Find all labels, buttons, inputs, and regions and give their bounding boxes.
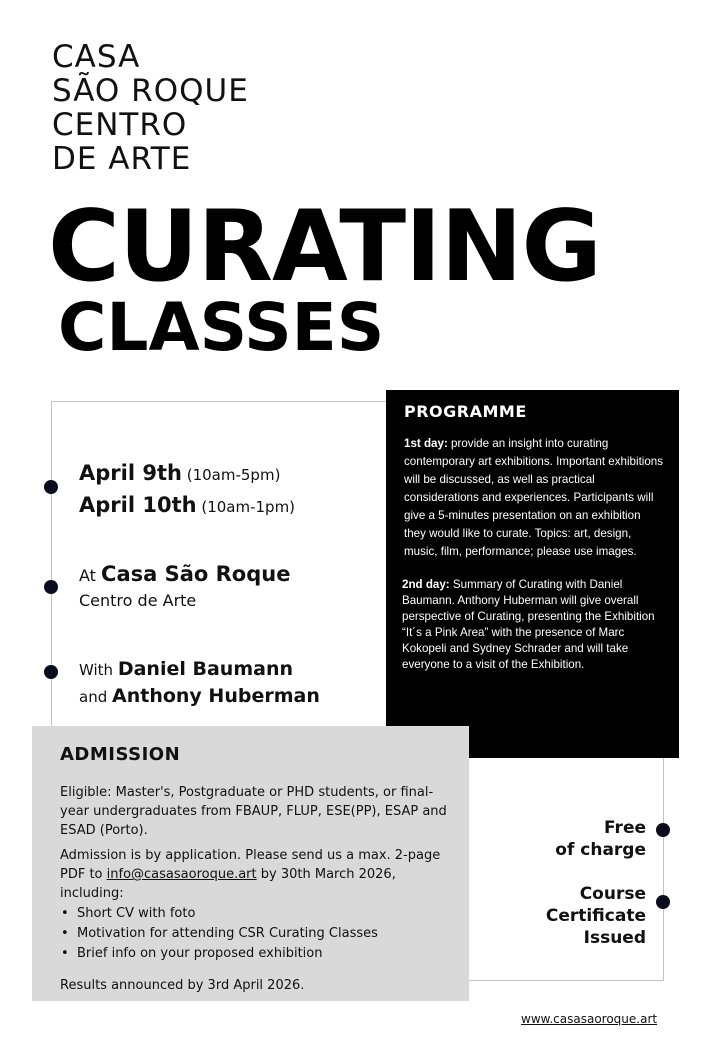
lecturer-name: Anthony Huberman — [112, 685, 320, 707]
timeline-dot — [44, 665, 58, 679]
day2-time: (10am-1pm) — [201, 498, 296, 516]
list-item: • Brief info on your proposed exhibition — [60, 944, 449, 964]
programme-day2-text: Summary of Curating with Daniel Baumann. Anthony Huberman will give overall perspective of Curating, presenting the Exhibition “It´s a Pink Area” with the presence of Marc Kokopeli and Sydney Schrader and will take everyone to a visit of the Exhibition. — [402, 578, 655, 671]
logo-line: CASA — [52, 39, 141, 75]
headline-curating: CURATING — [48, 190, 601, 304]
day1-date: April 9th — [79, 461, 182, 485]
programme-day1 — [404, 435, 665, 561]
admission-results: Results announced by 3rd April 2026. — [60, 978, 305, 993]
timeline-dot — [44, 580, 58, 594]
free-of-charge — [555, 817, 646, 861]
logo-line: CENTRO — [52, 107, 188, 143]
programme-day2 — [402, 577, 665, 673]
lecturer-prefix: With — [79, 661, 114, 679]
note-line: Certificate — [545, 906, 646, 926]
logo-line: DE ARTE — [52, 141, 192, 177]
frame-bottom-line — [469, 980, 664, 981]
course-certificate — [546, 883, 646, 949]
programme-day1-label: 1st day: — [404, 437, 448, 450]
note-line: Issued — [583, 928, 646, 948]
day1-time: (10am-5pm) — [186, 466, 281, 484]
lecturers — [79, 656, 320, 710]
lecturer-name: Daniel Baumann — [117, 658, 293, 680]
admission-apply — [60, 846, 449, 903]
programme-day1-text: provide an insight into curating contemporary art exhibitions. Important exhibitions will be discussed, as well as practical considerations and experiences. Participants will give a 5-minutes presentation on an exhibition they would like to curate. Topics: art, design, music, film, performance; please use images. — [404, 437, 664, 558]
frame-right-line — [663, 758, 664, 981]
note-line: Free — [604, 818, 646, 838]
venue-name: Casa São Roque — [101, 562, 291, 586]
timeline-dot — [656, 895, 670, 909]
timeline-dot — [44, 480, 58, 494]
list-item: • Motivation for attending CSR Curating Classes — [60, 924, 449, 944]
day2-date: April 10th — [79, 493, 197, 517]
venue-sub: Centro de Arte — [79, 591, 197, 610]
note-line: of charge — [555, 840, 646, 860]
frame-top-line — [52, 401, 386, 402]
admission-title: ADMISSION — [60, 744, 181, 765]
admission-eligible: Eligible: Master's, Postgraduate or PHD students, or final-year undergraduates from FBAUP, FLUP, ESE(PP), ESAP and ESAD (Porto). — [60, 785, 447, 838]
logo-line: SÃO ROQUE — [52, 73, 249, 109]
admission-requirements — [60, 904, 449, 964]
admission-apply-text: by 30th March 2026, including: — [60, 867, 396, 901]
timeline-dot — [656, 823, 670, 837]
schedule-day1 — [79, 458, 295, 490]
schedule-day2 — [79, 490, 295, 522]
programme-day2-label: 2nd day: — [402, 578, 450, 591]
email-link[interactable]: info@casasaoroque.art — [106, 867, 257, 882]
list-item: • Short CV with foto — [60, 904, 449, 924]
admission-apply-text: Admission is by application. Please send us a max. 2-page PDF to — [60, 848, 441, 882]
venue — [79, 562, 290, 613]
schedule — [79, 458, 295, 522]
programme-box — [386, 390, 679, 758]
admission-box — [32, 726, 469, 1001]
venue-prefix: At — [79, 566, 96, 585]
note-line: Course — [579, 884, 646, 904]
lecturer-prefix: and — [79, 688, 108, 706]
programme-title: PROGRAMME — [404, 402, 527, 421]
website-link[interactable]: www.casasaoroque.art — [521, 1012, 658, 1026]
headline-classes: CLASSES — [58, 289, 385, 366]
logo — [52, 40, 249, 176]
